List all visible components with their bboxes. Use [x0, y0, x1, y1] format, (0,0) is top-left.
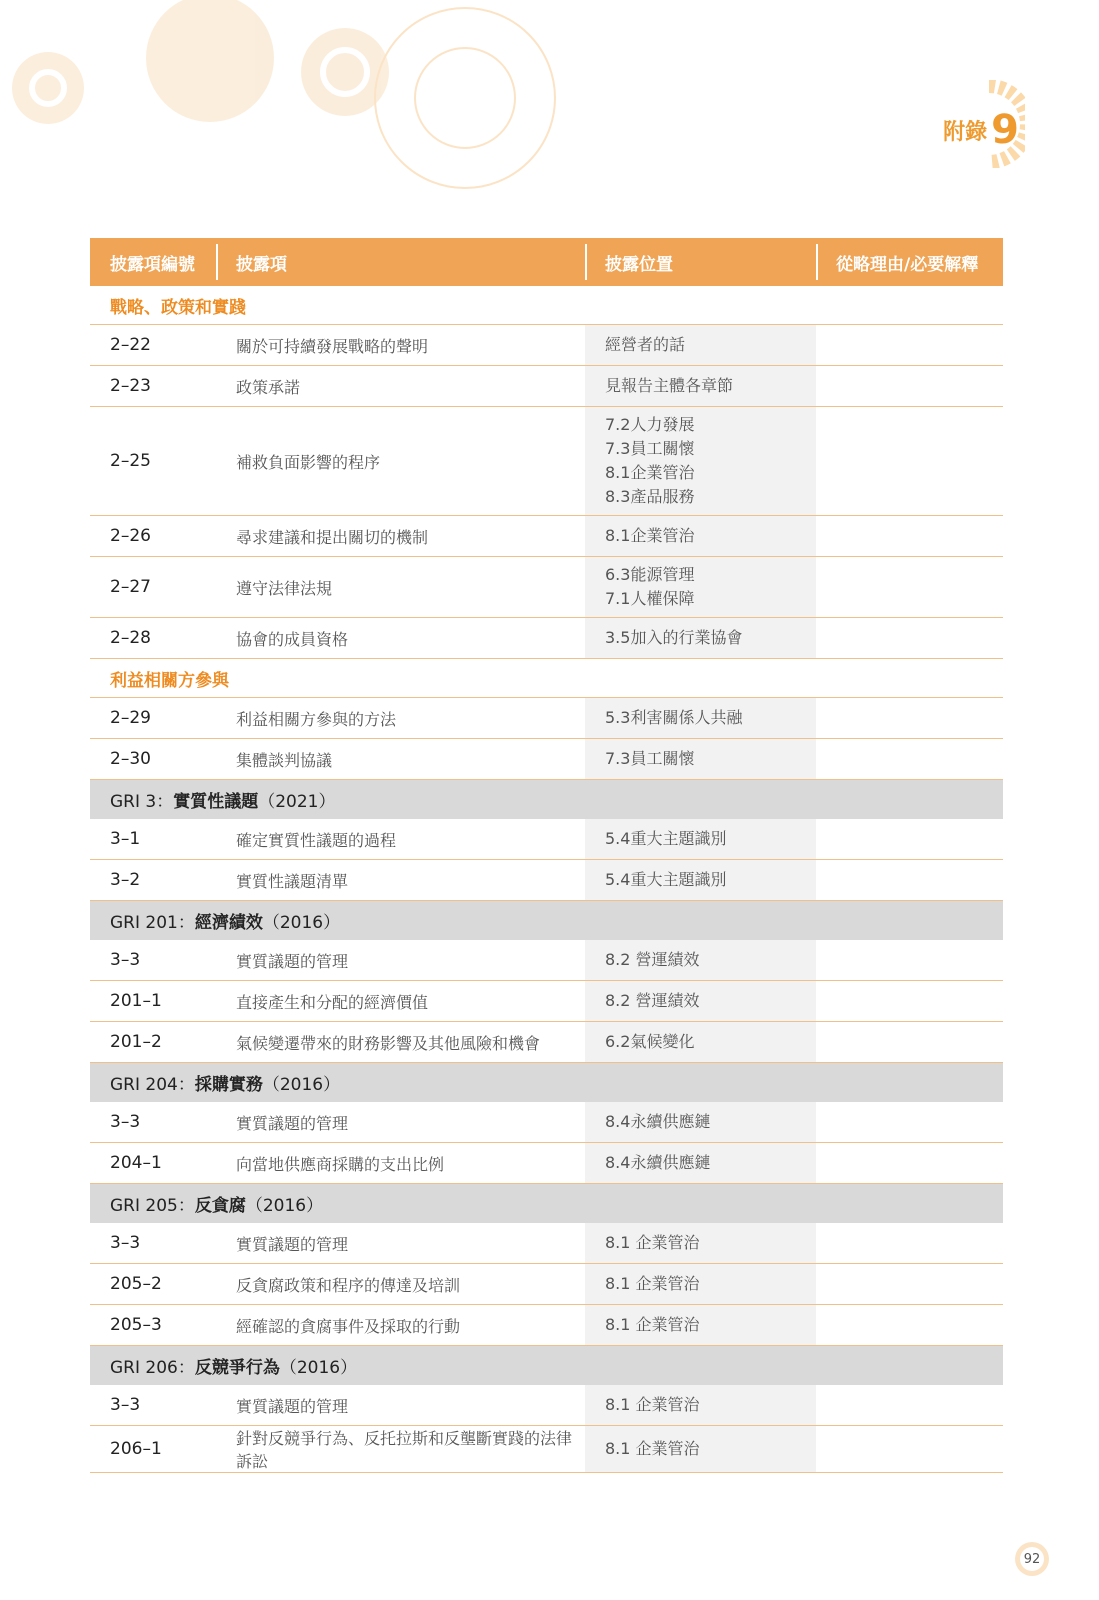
- disclosure-location: [585, 557, 816, 618]
- location-line: 8.1企業管治: [605, 526, 695, 545]
- table-row: [90, 819, 1003, 860]
- table-row: [90, 940, 1003, 981]
- appendix-title: [943, 100, 1019, 160]
- table-body: [90, 286, 1003, 1473]
- disclosure-location: [585, 860, 816, 901]
- gri-standard-prefix: GRI 204：: [110, 1074, 195, 1095]
- location-line: 3.5加入的行業協會: [605, 628, 743, 647]
- gri-standard-row: [90, 1346, 1003, 1385]
- gri-standard-name: 實質性議題: [173, 791, 259, 812]
- table-row: [90, 981, 1003, 1022]
- disclosure-location: [585, 325, 816, 366]
- location-line: 見報告主體各章節: [605, 376, 734, 395]
- omission-reason: [816, 1305, 1003, 1346]
- appendix-label: 附錄: [943, 119, 988, 145]
- disclosure-item: 確定實質性議題的過程: [216, 819, 585, 860]
- disclosure-location: [585, 618, 816, 659]
- omission-reason: [816, 407, 1003, 516]
- disclosure-item: 實質性議題清單: [216, 860, 585, 901]
- location-line: 8.4永續供應鏈: [605, 1112, 711, 1131]
- omission-reason: [816, 1264, 1003, 1305]
- column-header-item-label: 披露項: [236, 254, 287, 275]
- disclosure-item: 實質議題的管理: [216, 1102, 585, 1143]
- omission-reason: [816, 1223, 1003, 1264]
- column-header-note: [816, 238, 1003, 286]
- disclosure-item: 集體談判協議: [216, 739, 585, 780]
- gri-standard-name: 採購實務: [194, 1074, 263, 1095]
- gri-standard-year: （2016）: [262, 1074, 341, 1095]
- page-number-badge: [1011, 1538, 1053, 1580]
- location-line: 6.3能源管理: [605, 565, 695, 584]
- disclosure-code: 204–1: [90, 1143, 216, 1184]
- omission-reason: [816, 940, 1003, 981]
- gri-standard-cell: [90, 1184, 1003, 1223]
- disclosure-item: 補救負面影響的程序: [216, 407, 585, 516]
- disclosure-location: [585, 819, 816, 860]
- table-row: [90, 1143, 1003, 1184]
- table-row: [90, 325, 1003, 366]
- disclosure-location: [585, 981, 816, 1022]
- column-header-location-label: 披露位置: [605, 254, 673, 275]
- gri-standard-prefix: GRI 206：: [110, 1357, 195, 1378]
- disclosure-code: 201–2: [90, 1022, 216, 1063]
- gri-standard-prefix: GRI 205：: [110, 1195, 195, 1216]
- omission-reason: [816, 739, 1003, 780]
- disclosure-code: 3–3: [90, 1223, 216, 1264]
- disclosure-code: 3–3: [90, 940, 216, 981]
- table-header-row: [90, 238, 1003, 286]
- disclosure-item: 遵守法律法規: [216, 557, 585, 618]
- gri-standard-row: [90, 780, 1003, 819]
- gri-standard-row: [90, 901, 1003, 940]
- omission-reason: [816, 1143, 1003, 1184]
- omission-reason: [816, 698, 1003, 739]
- disclosure-code: 2–23: [90, 366, 216, 407]
- disclosure-location: [585, 1426, 816, 1473]
- table-row: [90, 516, 1003, 557]
- gri-standard-year: （2016）: [279, 1357, 358, 1378]
- disclosure-item: 實質議題的管理: [216, 940, 585, 981]
- disclosure-code: 2–25: [90, 407, 216, 516]
- location-line: 5.4重大主題識別: [605, 829, 727, 848]
- table-row: [90, 557, 1003, 618]
- disclosure-item: 實質議題的管理: [216, 1385, 585, 1426]
- appendix-number: 9: [991, 107, 1019, 153]
- disclosure-item: 氣候變遷帶來的財務影響及其他風險和機會: [216, 1022, 585, 1063]
- location-line: 經營者的話: [605, 335, 686, 354]
- gri-standard-name: 反競爭行為: [194, 1357, 280, 1378]
- section-row: [90, 286, 1003, 325]
- location-line: 8.3產品服務: [605, 487, 695, 506]
- location-line: 8.1 企業管治: [605, 1439, 700, 1458]
- location-line: 8.2 營運績效: [605, 950, 700, 969]
- omission-reason: [816, 366, 1003, 407]
- location-line: 8.2 營運績效: [605, 991, 700, 1010]
- disclosure-location: [585, 1143, 816, 1184]
- disclosure-item: 針對反競爭行為、反托拉斯和反壟斷實踐的法律訴訟: [216, 1426, 585, 1473]
- column-header-note-label: 從略理由/必要解釋: [836, 254, 979, 275]
- table-row: [90, 1385, 1003, 1426]
- table-row: [90, 1223, 1003, 1264]
- disclosure-code: 205–3: [90, 1305, 216, 1346]
- disclosure-item: 關於可持續發展戰略的聲明: [216, 325, 585, 366]
- table-row: [90, 860, 1003, 901]
- section-row: [90, 659, 1003, 698]
- column-header-code: 披露項編號: [90, 238, 216, 286]
- location-line: 8.1 企業管治: [605, 1274, 700, 1293]
- disclosure-item: 政策承諾: [216, 366, 585, 407]
- location-line: 6.2氣候變化: [605, 1032, 695, 1051]
- disclosure-item: 直接產生和分配的經濟價值: [216, 981, 585, 1022]
- disclosure-location: [585, 366, 816, 407]
- disclosure-location: [585, 1223, 816, 1264]
- disclosure-item: 協會的成員資格: [216, 618, 585, 659]
- disclosure-location: [585, 1022, 816, 1063]
- location-line: 8.1 企業管治: [605, 1315, 700, 1334]
- table-row: [90, 1022, 1003, 1063]
- omission-reason: [816, 557, 1003, 618]
- omission-reason: [816, 1385, 1003, 1426]
- omission-reason: [816, 981, 1003, 1022]
- table-row: [90, 366, 1003, 407]
- gri-standard-year: （2021）: [258, 791, 336, 812]
- disclosure-item: 利益相關方參與的方法: [216, 698, 585, 739]
- disclosure-location: [585, 407, 816, 516]
- page-number: 92: [1023, 1551, 1041, 1567]
- disclosure-code: 2–28: [90, 618, 216, 659]
- disclosure-code: 3–1: [90, 819, 216, 860]
- disclosure-item: 經確認的貪腐事件及採取的行動: [216, 1305, 585, 1346]
- disclosure-location: [585, 940, 816, 981]
- location-line: 8.1 企業管治: [605, 1233, 700, 1252]
- table-row: [90, 698, 1003, 739]
- omission-reason: [816, 819, 1003, 860]
- disclosure-code: 3–3: [90, 1385, 216, 1426]
- table-row: [90, 1305, 1003, 1346]
- disclosure-location: [585, 739, 816, 780]
- table-row: [90, 1426, 1003, 1473]
- omission-reason: [816, 1102, 1003, 1143]
- gri-standard-row: [90, 1184, 1003, 1223]
- column-header-item: [216, 238, 585, 286]
- gri-standard-prefix: GRI 201：: [110, 912, 195, 933]
- location-line: 5.3利害關係人共融: [605, 708, 743, 727]
- location-line: 7.1人權保障: [605, 589, 695, 608]
- location-line: 5.4重大主題識別: [605, 870, 727, 889]
- disclosure-item: 向當地供應商採購的支出比例: [216, 1143, 585, 1184]
- disclosure-location: [585, 1385, 816, 1426]
- disclosure-code: 2–26: [90, 516, 216, 557]
- decorative-gears: [0, 0, 1099, 220]
- disclosure-location: [585, 698, 816, 739]
- gri-standard-prefix: GRI 3：: [110, 791, 174, 812]
- gri-standard-cell: [90, 1063, 1003, 1102]
- gri-standard-name: 經濟績效: [194, 912, 263, 933]
- omission-reason: [816, 516, 1003, 557]
- disclosure-code: 3–3: [90, 1102, 216, 1143]
- disclosure-location: [585, 1102, 816, 1143]
- omission-reason: [816, 618, 1003, 659]
- disclosure-item: 實質議題的管理: [216, 1223, 585, 1264]
- disclosure-code: 2–29: [90, 698, 216, 739]
- disclosure-item: 尋求建議和提出關切的機制: [216, 516, 585, 557]
- disclosure-code: 206–1: [90, 1426, 216, 1473]
- table-row: [90, 739, 1003, 780]
- disclosure-code: 2–27: [90, 557, 216, 618]
- gri-standard-cell: [90, 1346, 1003, 1385]
- omission-reason: [816, 1022, 1003, 1063]
- omission-reason: [816, 860, 1003, 901]
- disclosure-code: 201–1: [90, 981, 216, 1022]
- disclosure-code: 2–22: [90, 325, 216, 366]
- disclosure-location: [585, 1264, 816, 1305]
- omission-reason: [816, 325, 1003, 366]
- section-title: 戰略、政策和實踐: [90, 286, 1003, 325]
- location-line: 8.4永續供應鏈: [605, 1153, 711, 1172]
- gri-standard-cell: [90, 780, 1003, 819]
- table-row: [90, 407, 1003, 516]
- gri-index-table: [90, 238, 1003, 1473]
- disclosure-code: 205–2: [90, 1264, 216, 1305]
- location-line: 7.3員工關懷: [605, 749, 695, 768]
- disclosure-location: [585, 516, 816, 557]
- table-row: [90, 618, 1003, 659]
- location-line: 8.1 企業管治: [605, 1395, 700, 1414]
- gri-standard-cell: [90, 901, 1003, 940]
- disclosure-code: 2–30: [90, 739, 216, 780]
- omission-reason: [816, 1426, 1003, 1473]
- table-row: [90, 1102, 1003, 1143]
- disclosure-item: 反貪腐政策和程序的傳達及培訓: [216, 1264, 585, 1305]
- table-row: [90, 1264, 1003, 1305]
- gri-standard-name: 反貪腐: [194, 1195, 246, 1216]
- section-title: 利益相關方參與: [90, 659, 1003, 698]
- location-line: 8.1企業管治: [605, 463, 695, 482]
- disclosure-location: [585, 1305, 816, 1346]
- gri-standard-year: （2016）: [245, 1195, 324, 1216]
- location-line: 7.3員工關懷: [605, 439, 695, 458]
- disclosure-code: 3–2: [90, 860, 216, 901]
- gri-standard-row: [90, 1063, 1003, 1102]
- gri-standard-year: （2016）: [262, 912, 341, 933]
- location-line: 7.2人力發展: [605, 415, 695, 434]
- column-header-location: [585, 238, 816, 286]
